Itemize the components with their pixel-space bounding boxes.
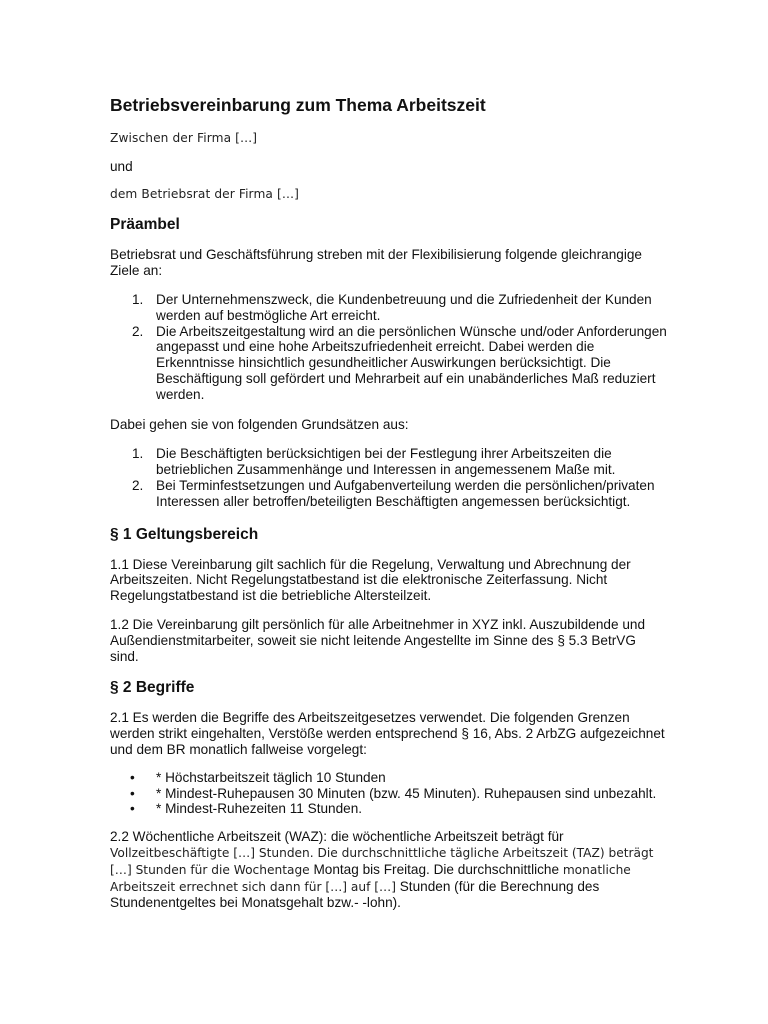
document-title: Betriebsvereinbarung zum Thema Arbeitszeit (110, 95, 486, 115)
list-item (110, 446, 668, 478)
preamble-intro: Betriebsrat und Geschäftsführung streben mit der Flexibilisierung folgende gleichrangige Ziele an: (110, 247, 642, 279)
bullet-icon: • (130, 769, 135, 785)
list-item (110, 324, 668, 403)
section2-paragraph-2 (110, 829, 668, 911)
list-text: * Höchstarbeitszeit täglich 10 Stunden (156, 769, 386, 785)
list-item (110, 770, 668, 786)
bullet-icon: • (130, 785, 135, 801)
monthly-hours-detail: monatliche Arbeitszeit errechnet sich dann für […] auf […] (110, 862, 631, 894)
monthly-hours-tail: Stunden (für die Berechnung des Stundenentgeltes bei Monatsgehalt bzw.- -lohn). (110, 878, 600, 911)
list-text: Bei Terminfestsetzungen und Aufgabenverteilung werden die persönlichen/privaten Interessen aller betroffen/beteiligten Beschäftigten angemessen berücksichtigt. (156, 477, 655, 509)
list-text: Die Beschäftigten berücksichtigen bei der Festlegung ihrer Arbeitszeiten die betrieblichen Zusammenhänge und Interessen in angemessenem Maße mit. (156, 446, 616, 478)
list-number: 1. (132, 291, 144, 307)
list-text: Der Unternehmenszweck, die Kundenbetreuung und die Zufriedenheit der Kunden werden auf bestmögliche Art erreicht. (156, 291, 652, 323)
section1-paragraph-2: 1.2 Die Vereinbarung gilt persönlich für alle Arbeitnehmer in XYZ inkl. Auszubildende und Außendienstmitarbeiter, soweit sie nicht leitende Angestellte im Sinne des § 5.3 BetrVG sind. (110, 616, 646, 664)
party-company: Zwischen der Firma […] (110, 131, 258, 145)
weekly-hours-detail: Vollzeitbeschäftigte […] Stunden. Die durchschnittliche tägliche Arbeitszeit (TAZ) beträgt […] Stunden für die Wochentage (110, 845, 654, 877)
list-item (110, 801, 668, 817)
bullet-icon: • (130, 801, 135, 817)
list-number: 1. (132, 446, 144, 462)
section1-heading: § 1 Geltungsbereich (110, 525, 259, 543)
principles-list (110, 446, 668, 509)
and-text: und (110, 158, 133, 174)
goals-list (110, 292, 668, 403)
list-item (110, 292, 668, 324)
list-item (110, 478, 668, 510)
section1-paragraph-1: 1.1 Diese Vereinbarung gilt sachlich für die Regelung, Verwaltung und Abrechnung der Arbeitszeiten. Nicht Regelungstatbestand ist die elektronische Zeiterfassung. Nicht Regelungstatbestand ist die betriebliche Altersteilzeit. (110, 556, 631, 604)
weekly-hours-lead: 2.2 Wöchentliche Arbeitszeit (WAZ): die wöchentliche Arbeitszeit beträgt für (110, 829, 564, 845)
party-works-council: dem Betriebsrat der Firma […] (110, 186, 299, 201)
list-number: 2. (132, 323, 144, 339)
section2-paragraph-1: 2.1 Es werden die Begriffe des Arbeitszeitgesetzes verwendet. Die folgenden Grenzen werden strikt eingehalten, Verstöße werden entsprechend § 16, Abs. 2 ArbZG aufgezeichnet und dem BR monatlich fallweise vorgelegt: (110, 710, 665, 757)
list-number: 2. (132, 477, 144, 493)
list-item (110, 786, 668, 802)
principles-intro: Dabei gehen sie von folgenden Grundsätzen aus: (110, 416, 409, 432)
list-text: Die Arbeitszeitgestaltung wird an die persönlichen Wünsche und/oder Anforderungen angepasst und eine hohe Arbeitszufriedenheit erreicht. Dabei werden die Erkenntnisse hinsichtlich gesundheitlicher Auswirkungen berücksichtigt. Die Beschäftigung soll gefördert und Mehrarbeit auf ein unabänderliches Maß reduziert werden. (156, 323, 667, 402)
list-text: * Mindest-Ruhepausen 30 Minuten (bzw. 45 Minuten). Ruhepausen sind unbezahlt. (156, 785, 657, 801)
list-text: * Mindest-Ruhezeiten 11 Stunden. (156, 801, 363, 817)
section2-heading: § 2 Begriffe (110, 679, 195, 697)
limits-list (110, 770, 668, 817)
weekdays-text: Montag bis Freitag. Die durchschnittliche (309, 861, 560, 877)
preamble-heading: Präambel (110, 216, 180, 234)
